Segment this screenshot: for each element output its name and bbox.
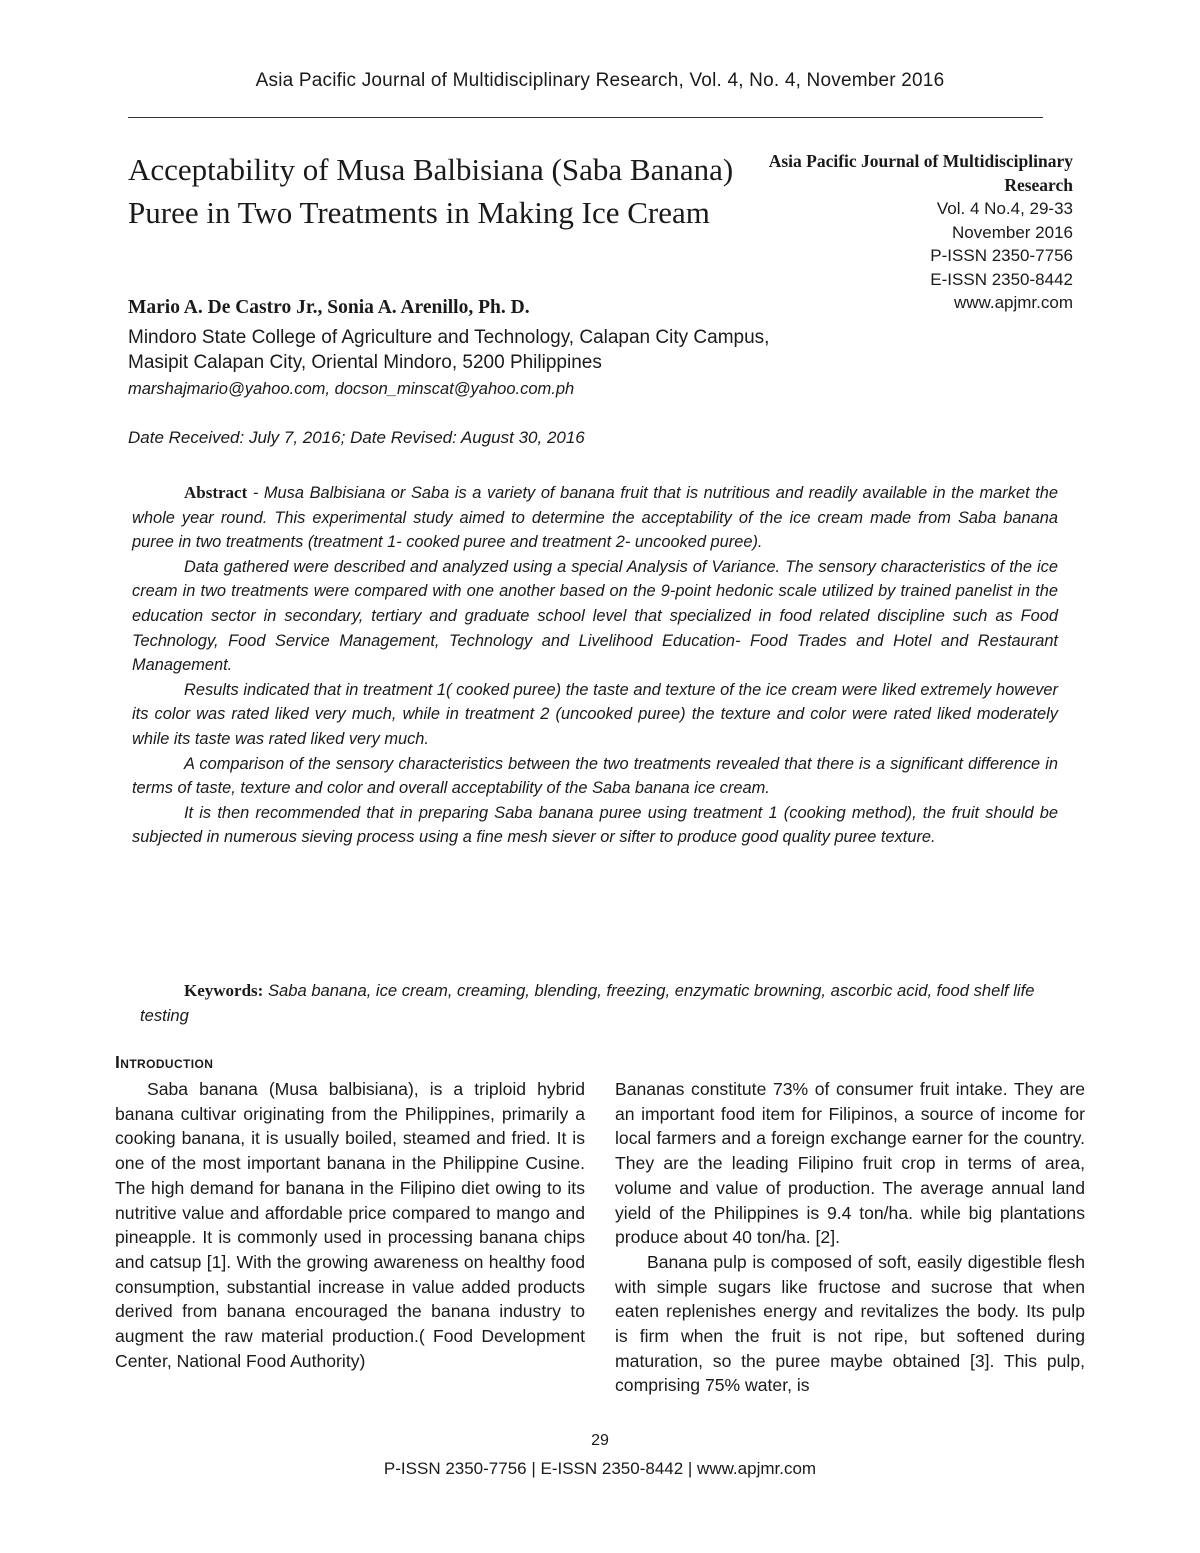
abstract-paragraph: Results indicated that in treatment 1( cooked puree) the taste and texture of the ice cream were liked extremely however its color was rated liked very much, while in treatment 2 (uncooked puree) the texture and color were rated liked moderately while its taste was rated liked very much. <box>132 680 1058 748</box>
journal-info <box>743 150 1073 315</box>
date-received: Date Received: July 7, 2016; Date Revised: August 30, 2016 <box>128 428 585 447</box>
abstract <box>132 481 1058 850</box>
journal-volume: Vol. 4 No.4, 29-33 <box>936 199 1073 218</box>
right-column <box>615 1077 1085 1398</box>
journal-pissn: P-ISSN 2350-7756 <box>930 246 1073 265</box>
keywords-text: Saba banana, ice cream, creaming, blending, freezing, enzymatic browning, ascorbic acid, food shelf life testing <box>140 981 1035 1025</box>
running-head: Asia Pacific Journal of Multidisciplinary Research, Vol. 4, No. 4, November 2016 <box>255 70 945 91</box>
author-emails: marshajmario@yahoo.com, docson_minscat@yahoo.com.ph <box>128 380 575 398</box>
body-paragraph: Saba banana (Musa balbisiana), is a triploid hybrid banana cultivar originating from the Philippines, primarily a cooking banana, it is usually boiled, steamed and fried. It is one of the most important banana in the Philippine Cusine. The high demand for banana in the Filipino diet owing to its nutritive value and affordable price compared to mango and pineapple. It is commonly used in processing banana chips and catsup [1]. With the growing awareness on healthy food consumption, substantial increase in value added products derived from banana encouraged the banana industry to augment the raw material production.( Food Development Center, National Food Authority) <box>115 1079 585 1371</box>
paper-title: Acceptability of Musa Balbisiana (Saba Banana) Puree in Two Treatments in Making Ice Cream <box>128 152 734 230</box>
journal-eissn: E-ISSN 2350-8442 <box>930 269 1073 289</box>
abstract-text: Musa Balbisiana or Saba is a variety of banana fruit that is nutritious and readily available in the market the whole year round. This experimental study aimed to determine the acceptability of the ice cream made from Saba banana puree in two treatments (treatment 1- cooked puree and treatment 2- uncooked puree). <box>132 484 1058 552</box>
body-paragraph: Bananas constitute 73% of consumer fruit intake. They are an important food item for Filipinos, a source of income for local farmers and a foreign exchange earner for the country. They are the leading Filipino fruit crop in terms of area, volume and value of production. The average annual land yield of the Philippines is 9.4 ton/ha. while big plantations produce about 40 ton/ha. [2]. <box>615 1079 1085 1248</box>
abstract-paragraph: It is then recommended that in preparing Saba banana puree using treatment 1 (cooking method), the fruit should be subjected in numerous sieving process using a fine mesh siever or sifter to produce good quality puree texture. <box>132 803 1058 847</box>
header-divider <box>128 117 1043 118</box>
journal-date: November 2016 <box>952 222 1073 242</box>
affiliation: Mindoro State College of Agriculture and Technology, Calapan City Campus, Masipit Calapan City, Oriental Mindoro, 5200 Philippines <box>128 327 770 373</box>
authors: Mario A. De Castro Jr., Sonia A. Arenillo, Ph. D. <box>128 297 530 318</box>
keywords <box>140 979 1058 1028</box>
journal-name: Asia Pacific Journal of Multidisciplinary Research <box>768 151 1073 195</box>
abstract-paragraph <box>132 481 1058 555</box>
page-number: 29 <box>591 1432 609 1449</box>
abstract-label: Abstract <box>184 483 248 502</box>
section-heading-introduction: Introduction <box>115 1052 214 1072</box>
body-paragraph: Banana pulp is composed of soft, easily digestible flesh with simple sugars like fructose and sucrose that when eaten replenishes energy and revitalizes the body. Its pulp is firm when the fruit is not ripe, but softened during maturation, so the puree maybe obtained [3]. This pulp, comprising 75% water, is <box>615 1251 1085 1396</box>
abstract-paragraph: Data gathered were described and analyzed using a special Analysis of Variance. The sensory characteristics of the ice cream in two treatments were compared with one another based on the 9-point hedonic scale utilized by trained panelist in the education sector in secondary, tertiary and graduate school level that specialized in food related discipline such as Food Technology, Food Service Management, Technology and Livelihood Education- Food Trades and Hotel and Restaurant Management. <box>132 557 1058 675</box>
abstract-separator: - <box>247 484 264 502</box>
abstract-paragraph: A comparison of the sensory characteristics between the two treatments revealed that there is a significant difference in terms of taste, texture and color and overall acceptability of the Saba banana ice cream. <box>132 754 1058 798</box>
journal-website: www.apjmr.com <box>953 293 1073 312</box>
left-column <box>115 1077 585 1373</box>
keywords-label: Keywords: <box>184 981 264 1000</box>
page-footer: P-ISSN 2350-7756 | E-ISSN 2350-8442 | www.apjmr.com <box>383 1459 817 1478</box>
